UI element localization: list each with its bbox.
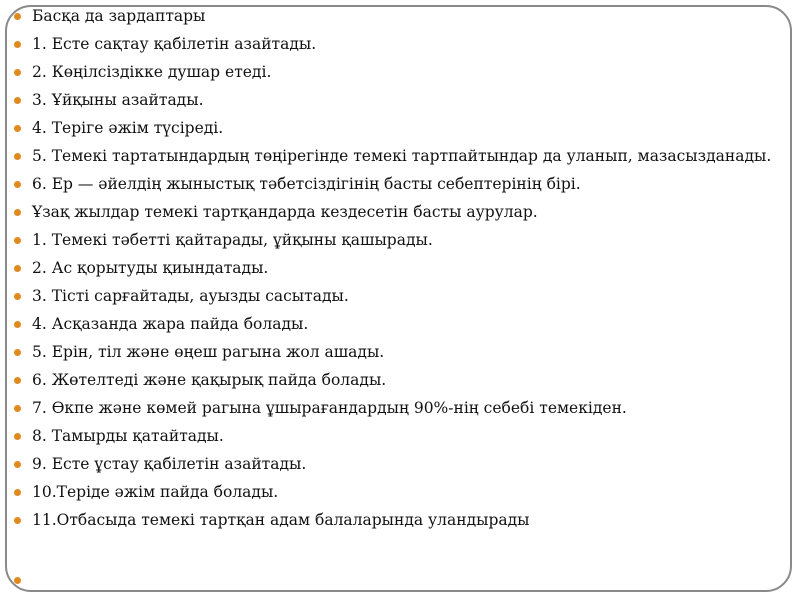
list-item-text: Басқа да зардаптары bbox=[32, 7, 206, 25]
list-item-text: 1. Темекі тәбетті қайтарады, ұйқыны қашырады. bbox=[32, 231, 433, 249]
list-item-text: 10.Теріде әжім пайда болады. bbox=[32, 483, 279, 501]
list-item-text: 6. Ер — әйелдің жыныстық тәбетсіздігінің басты себептерінің бірі. bbox=[32, 175, 581, 193]
list-item bbox=[14, 35, 784, 53]
list-item-text: 11.Отбасыда темекі тартқан адам балаларында уландырады bbox=[32, 511, 530, 529]
list-item bbox=[14, 343, 784, 361]
list-item bbox=[14, 427, 784, 445]
bullet-icon bbox=[14, 293, 21, 300]
list-item bbox=[14, 511, 784, 529]
bullet-icon bbox=[14, 125, 21, 132]
list-item-text: 5. Ерін, тіл және өңеш рагына жол ашады. bbox=[32, 343, 385, 361]
bullet-icon bbox=[14, 405, 21, 412]
list-item bbox=[14, 203, 784, 221]
list-item-text: 3. Тісті сарғайтады, ауызды сасытады. bbox=[32, 287, 349, 305]
list-item-text: 7. Өкпе және көмей рагына ұшырағандардың 90%-нің себебі темекіден. bbox=[32, 399, 627, 417]
bullet-icon bbox=[14, 433, 21, 440]
list-item bbox=[14, 119, 784, 137]
bullet-icon bbox=[14, 209, 21, 216]
list-item bbox=[14, 7, 784, 25]
list-item-text: Ұзақ жылдар темекі тартқандарда кездесетін басты аурулар. bbox=[32, 203, 538, 221]
bullet-icon bbox=[14, 153, 21, 160]
list-item bbox=[14, 259, 784, 277]
bullet-icon bbox=[14, 97, 21, 104]
list-item-text: 6. Жөтелтеді және қақырық пайда болады. bbox=[32, 371, 387, 389]
list-item-text: 1. Есте сақтау қабілетін азайтады. bbox=[32, 35, 317, 53]
list-item bbox=[14, 175, 784, 193]
list-item bbox=[14, 91, 784, 109]
bullet-list bbox=[14, 7, 784, 539]
bullet-icon bbox=[14, 265, 21, 272]
bullet-icon bbox=[14, 489, 21, 496]
list-item-text: 4. Асқазанда жара пайда болады. bbox=[32, 315, 309, 333]
list-item bbox=[14, 63, 784, 81]
bullet-icon bbox=[14, 237, 21, 244]
bullet-icon bbox=[14, 181, 21, 188]
list-item bbox=[14, 147, 784, 165]
list-item bbox=[14, 231, 784, 249]
list-item bbox=[14, 315, 784, 333]
bullet-icon bbox=[14, 13, 21, 20]
list-item-text: 3. Ұйқыны азайтады. bbox=[32, 91, 204, 109]
bullet-icon bbox=[14, 577, 21, 584]
bullet-icon bbox=[14, 377, 21, 384]
list-item bbox=[14, 455, 784, 473]
list-item-text: 8. Тамырды қатайтады. bbox=[32, 427, 224, 445]
list-item-text: 2. Ас қорытуды қиындатады. bbox=[32, 259, 269, 277]
list-item-text: 2. Көңілсіздікке душар етеді. bbox=[32, 63, 272, 81]
list-item bbox=[14, 399, 784, 417]
list-item bbox=[14, 483, 784, 501]
bullet-icon bbox=[14, 517, 21, 524]
bullet-icon bbox=[14, 349, 21, 356]
bullet-icon bbox=[14, 321, 21, 328]
list-item-text: 9. Есте ұстау қабілетін азайтады. bbox=[32, 455, 307, 473]
bullet-icon bbox=[14, 461, 21, 468]
list-item bbox=[14, 287, 784, 305]
list-item-text: 4. Теріге әжім түсіреді. bbox=[32, 119, 224, 137]
list-item-text: 5. Темекі тартатындардың төңірегінде темекі тартпайтындар да уланып, мазасызданады. bbox=[32, 147, 772, 165]
list-item bbox=[14, 371, 784, 389]
bullet-icon bbox=[14, 41, 21, 48]
bullet-icon bbox=[14, 69, 21, 76]
